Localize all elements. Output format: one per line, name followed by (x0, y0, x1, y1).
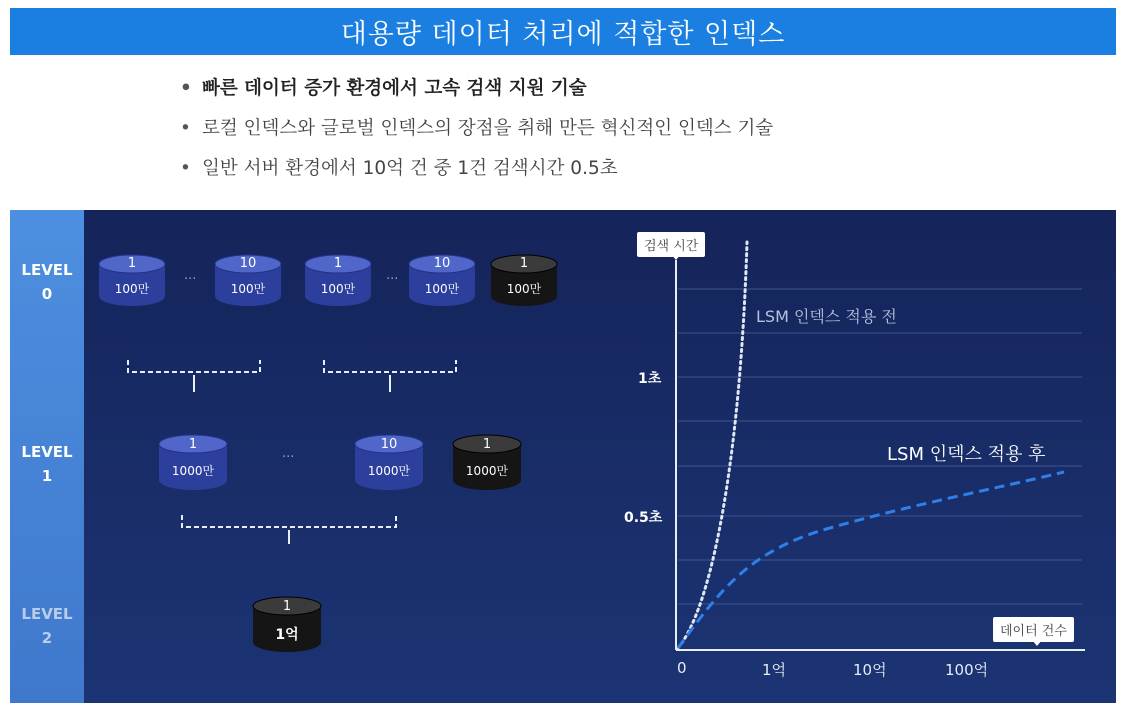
bullet-text: 일반 서버 환경에서 10억 건 중 1건 검색시간 0.5초 (202, 158, 618, 179)
series-before-line (678, 242, 747, 648)
ellipsis: ··· (386, 272, 399, 287)
level-0-label: LEVEL 0 (21, 261, 73, 303)
bullet-text: 빠른 데이터 증가 환경에서 고속 검색 지원 기술 (202, 78, 587, 99)
bullet-list (180, 72, 773, 192)
disk-size: 100만 (424, 282, 460, 296)
disk-number: 1 (282, 599, 292, 614)
disk-number: 10 (239, 256, 257, 271)
bullet-dot: • (180, 158, 191, 179)
merge-bracket (324, 360, 456, 372)
disk-size: 100만 (506, 282, 542, 296)
disk-number: 1 (127, 256, 137, 271)
bullet-text: 로컬 인덱스와 글로벌 인덱스의 장점을 취해 만든 혁신적인 인덱스 기술 (202, 118, 774, 139)
disk-size: 1억 (275, 627, 299, 643)
ellipsis: ··· (282, 450, 295, 465)
x-tick-label: 100억 (945, 661, 989, 679)
merge-bracket (128, 360, 260, 372)
disk-size: 1000만 (465, 464, 509, 478)
x-tick-label: 1억 (762, 661, 787, 679)
bullet-item (180, 112, 773, 152)
disk-number: 1 (333, 256, 343, 271)
bullet-dot: • (180, 118, 191, 139)
x-tick-label: 10억 (853, 661, 887, 679)
x-axis-label: 데이터 건수 (993, 617, 1074, 642)
disk-number: 10 (380, 437, 398, 452)
x-tick-label: 0 (677, 659, 687, 677)
y-tick-label: 0.5초 (624, 510, 663, 526)
disk-size: 1000만 (367, 464, 411, 478)
disk-number: 1 (519, 256, 529, 271)
level-2-label: LEVEL 2 (21, 605, 73, 647)
series-before-label: LSM 인덱스 적용 전 (756, 307, 897, 326)
bullet-dot: • (180, 78, 192, 99)
disk-size: 100만 (230, 282, 266, 296)
y-tick-label: 1초 (638, 371, 662, 387)
y-axis-label: 검색 시간 (637, 232, 705, 257)
page-title: 대용량 데이터 처리에 적합한 인덱스 (10, 8, 1116, 55)
disk-number: 1 (482, 437, 492, 452)
disk-size: 100만 (114, 282, 150, 296)
series-after-label: LSM 인덱스 적용 후 (887, 444, 1046, 465)
ellipsis: ··· (184, 272, 197, 287)
level-1-label: LEVEL 1 (21, 443, 73, 485)
disk-number: 1 (188, 437, 198, 452)
merge-bracket (182, 515, 396, 527)
bullet-item (180, 72, 773, 112)
bullet-item (180, 152, 773, 192)
disk-size: 1000만 (171, 464, 215, 478)
disk-size: 100만 (320, 282, 356, 296)
diagram-panel (10, 210, 1116, 703)
disk-number: 10 (433, 256, 451, 271)
